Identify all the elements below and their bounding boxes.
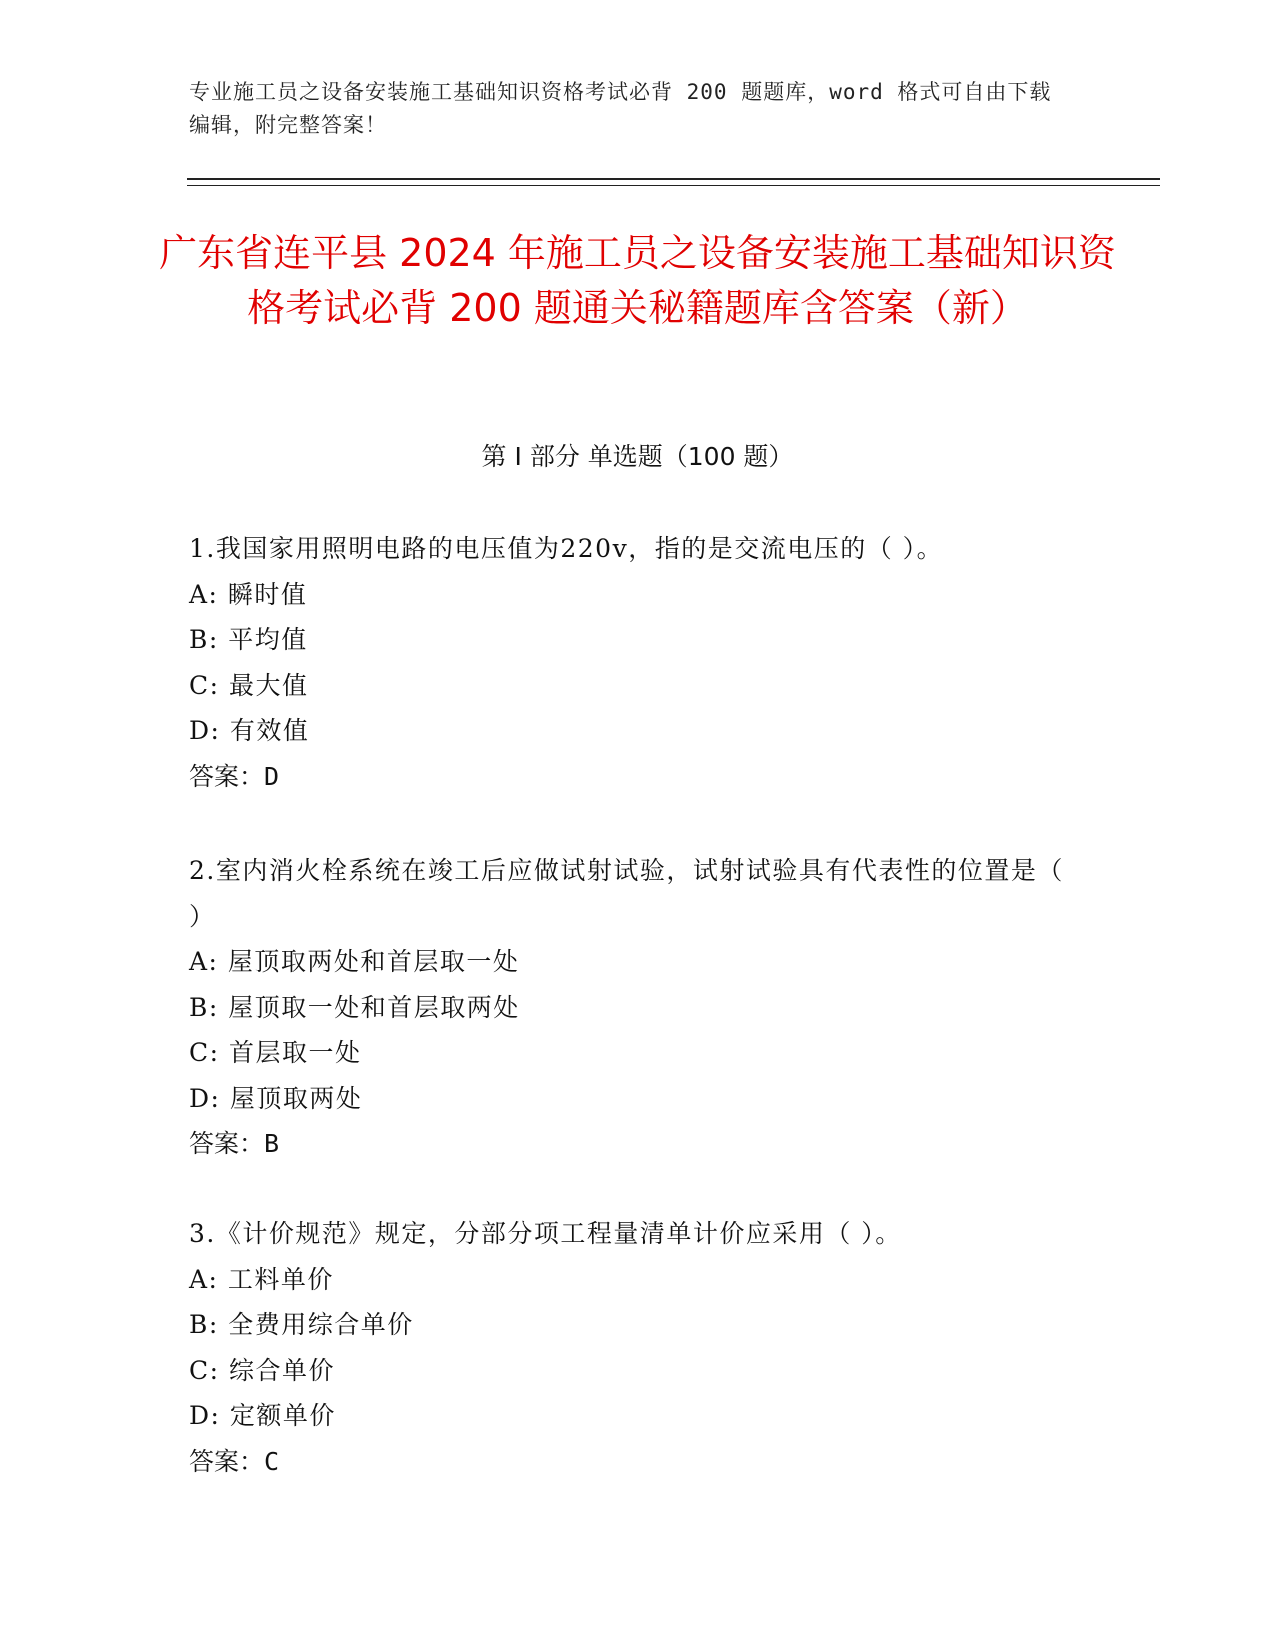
option-c: C: 首层取一处 [189, 1038, 362, 1067]
document-title: 广东省连平县 2024 年施工员之设备安装施工基础知识资格考试必背 200 题通关秘籍题库含答案（新） [159, 231, 1116, 330]
answer-line [189, 754, 1079, 800]
option-c: C: 综合单价 [189, 1355, 335, 1385]
header-divider-thin [187, 185, 1160, 186]
question-2 [189, 848, 1079, 1167]
answer-line [189, 1439, 1079, 1485]
header-divider-thick [187, 178, 1160, 180]
question-text: 3.《计价规范》规定，分部分项工程量清单计价应采用（ ）。 [189, 1219, 902, 1248]
header-note: 专业施工员之设备安装施工基础知识资格考试必背 200 题题库，word 格式可自由下载编辑，附完整答案！ [189, 80, 1052, 137]
option-a: A: 工料单价 [189, 1264, 334, 1294]
question-1 [189, 526, 1079, 799]
section-title: 第 I 部分 单选题（100 题） [481, 442, 794, 471]
answer-label: 答案： [189, 761, 265, 791]
option-a: A: 屋顶取两处和首层取一处 [189, 947, 520, 976]
answer-value: D [264, 761, 280, 791]
answer-line [189, 1121, 1079, 1167]
option-b: B: 平均值 [189, 625, 308, 654]
option-d: D: 屋顶取两处 [189, 1083, 363, 1113]
option-d: D: 有效值 [189, 716, 310, 745]
answer-value: C [264, 1446, 280, 1476]
question-3 [189, 1211, 1079, 1484]
answer-value: B [264, 1129, 280, 1158]
answer-label: 答案： [189, 1129, 265, 1158]
answer-label: 答案： [189, 1446, 265, 1476]
option-b: B: 屋顶取一处和首层取两处 [189, 992, 520, 1022]
question-text: 1.我国家用照明电路的电压值为220v，指的是交流电压的（ ）。 [189, 534, 944, 563]
option-a: A: 瞬时值 [189, 579, 308, 609]
option-d: D: 定额单价 [189, 1401, 336, 1430]
option-b: B: 全费用综合单价 [189, 1310, 414, 1339]
option-c: C: 最大值 [189, 670, 309, 700]
question-text: 2.室内消火栓系统在竣工后应做试射试验，试射试验具有代表性的位置是（ ） [189, 856, 1064, 931]
